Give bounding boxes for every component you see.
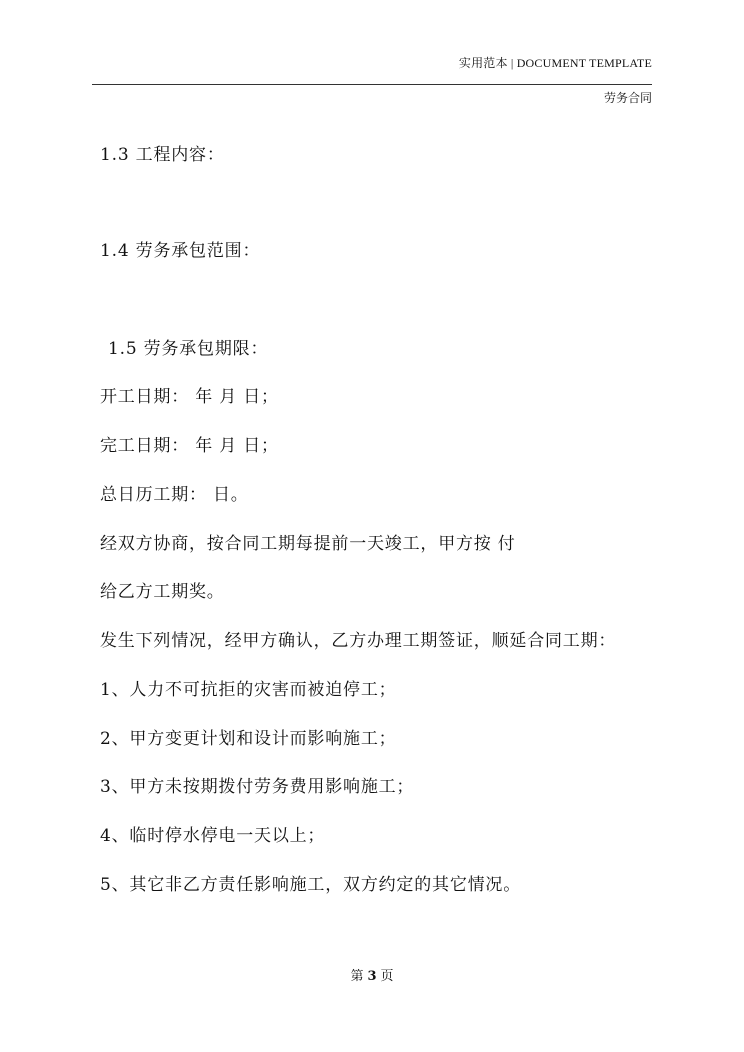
section-1-3-heading: 1.3 工程内容： bbox=[100, 145, 225, 165]
header-divider bbox=[92, 84, 652, 85]
header-title: 实用范本 | DOCUMENT TEMPLATE bbox=[458, 56, 652, 70]
list-item-3: 3、甲方未按期拨付劳务费用影响施工； bbox=[100, 777, 415, 797]
page-number: 3 bbox=[367, 969, 377, 984]
section-1-5-heading: 1.5 劳务承包期限： bbox=[108, 339, 269, 359]
start-date-line: 开工日期： 年 月 日； bbox=[100, 387, 279, 407]
list-item-2: 2、甲方变更计划和设计而影响施工； bbox=[100, 729, 397, 749]
total-duration-line: 总日历工期： 日。 bbox=[100, 485, 249, 505]
bonus-clause-line-2: 给乙方工期奖。 bbox=[100, 582, 225, 602]
list-item-5: 5、其它非乙方责任影响施工，双方约定的其它情况。 bbox=[100, 875, 522, 895]
header-subtitle: 劳务合同 bbox=[603, 91, 652, 105]
footer-prefix: 第 bbox=[350, 969, 364, 984]
end-date-line: 完工日期： 年 月 日； bbox=[100, 436, 279, 456]
section-1-4-heading: 1.4 劳务承包范围： bbox=[100, 241, 261, 261]
list-item-4: 4、临时停水停电一天以上； bbox=[100, 826, 326, 846]
list-item-1: 1、人力不可抗拒的灾害而被迫停工； bbox=[100, 680, 397, 700]
page-footer bbox=[0, 965, 744, 984]
bonus-clause-line-1: 经双方协商，按合同工期每提前一天竣工，甲方按 付 bbox=[100, 534, 516, 554]
footer-suffix: 页 bbox=[380, 969, 394, 984]
extension-conditions-intro: 发生下列情况，经甲方确认，乙方办理工期签证，顺延合同工期： bbox=[100, 631, 617, 651]
